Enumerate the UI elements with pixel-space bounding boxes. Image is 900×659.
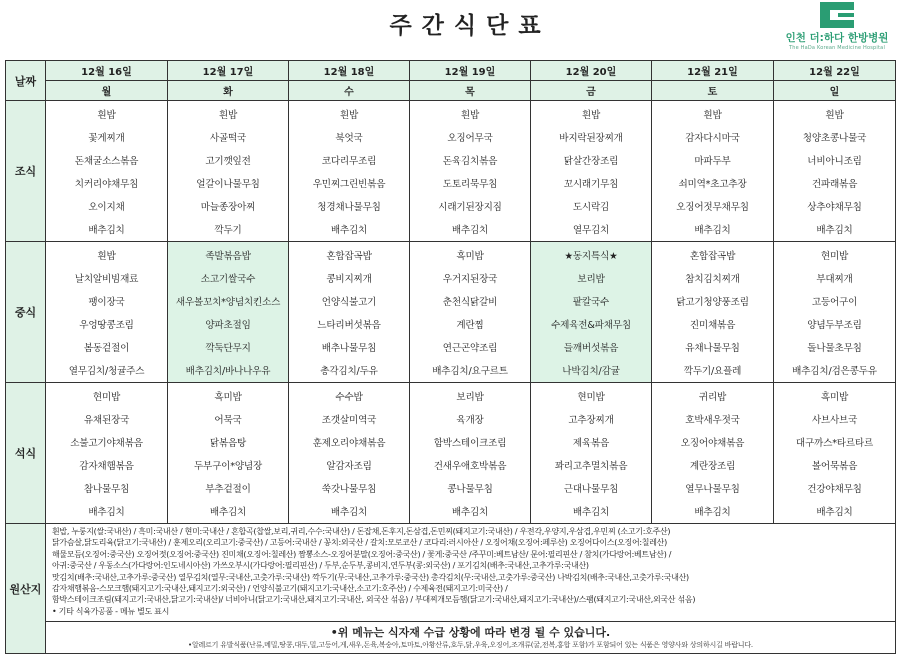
menu-item: 흰밥: [825, 110, 844, 121]
menu-item: 쇠미역*초고추장: [678, 179, 747, 190]
menu-item: 흑미밥: [456, 251, 484, 262]
menu-item: ★동지특식★: [564, 251, 618, 262]
lunch-cell: [652, 242, 774, 383]
menu-item: 언양식불고기: [321, 297, 377, 308]
day-weekday: 월: [46, 81, 168, 101]
menu-item: 마늘종장아찌: [200, 202, 256, 213]
dinner-cell: [289, 383, 410, 524]
menu-item: 콩나물무침: [447, 484, 493, 495]
menu-item: 배추김치: [88, 507, 125, 518]
menu-item: 배추김치: [451, 507, 489, 518]
menu-item: 흑미밥: [820, 392, 849, 403]
menu-item: 부대찌개: [816, 274, 853, 285]
menu-item: 들깨버섯볶음: [563, 343, 619, 354]
menu-item: 흰밥: [97, 251, 116, 262]
menu-item: 감자채햄볶음: [79, 461, 134, 472]
menu-item: 도토리묵무침: [442, 179, 498, 190]
title-area: [0, 6, 900, 48]
menu-item: 오이지채: [88, 202, 125, 213]
dinner-cell: [168, 383, 289, 524]
menu-item: 배추김치: [88, 225, 125, 236]
menu-item: 함박스테이크조림: [433, 438, 507, 449]
menu-item: 닭고기청양풍조림: [676, 297, 749, 308]
menu-item: 쑥갓나물무침: [321, 484, 377, 495]
menu-item: 배추김치: [330, 507, 368, 518]
date-row: [6, 61, 896, 81]
menu-item: 건파래볶음: [811, 179, 858, 190]
menu-item: 나박김치/감귤: [562, 366, 620, 377]
origin-line: 맛김치(배추:국내산,고추가루:중국산) 열무김치(열무:국내산,고춧가루:국내산) 깍두기(무:국내산,고추가루:중국산) 총각김치(무:국내산,고춧가루:중국산) 나박김치(배추:국내산,고춧가루:국내산): [52, 572, 689, 582]
origin-line: 함박스테이크조림(돼지고기:국내산,닭고기:국내산)/ 너비아니(닭고기:국내산,돼지고기:국내산, 외국산 섞음) / 부대찌개모듬햄(닭고기:국내산,돼지고기:국내산)/스팸(돼지고기:국내산,외국산 섞음): [52, 595, 696, 605]
menu-item: 연근곤약조림: [442, 343, 498, 354]
menu-item: 배추김치: [330, 225, 368, 236]
menu-item: 소불고기야채볶음: [70, 438, 143, 449]
lunch-label: 중식: [6, 242, 46, 383]
menu-item: 흰밥: [581, 110, 601, 121]
menu-item: 흰밥: [218, 110, 238, 121]
menu-item: 현미밥: [92, 392, 121, 403]
menu-item: 족발볶음밥: [205, 251, 251, 262]
menu-item: 배추김치/바나나우유: [185, 366, 271, 377]
menu-item: 오징어무국: [447, 133, 493, 144]
dinner-row: [6, 383, 896, 524]
day-date: 12월 20일: [531, 61, 652, 81]
day-weekday: 일: [774, 81, 896, 101]
menu-item: 양념두부조림: [807, 320, 862, 331]
origin-line: 아귀:중국산 / 우동소스(가다랑어:인도네시아산) 가쓰오부시(가다랑어:필리핀산) / 두부,순두부,콩비지,연두부(콩:외국산) / 포기김치(배추:국내산,고추가루:국내산): [52, 561, 589, 571]
menu-item: 바지락된장찌개: [559, 133, 623, 144]
dinner-cell: [774, 383, 896, 524]
menu-item: 훈제오리야채볶음: [312, 438, 386, 449]
weekday-row: [6, 81, 896, 101]
menu-item: 배추김치: [572, 507, 610, 518]
menu-item: 닭살간장조림: [563, 156, 619, 167]
notice-row: [6, 622, 896, 654]
menu-item: 돌나물초무침: [807, 343, 862, 354]
menu-item: 배추김치: [816, 507, 853, 518]
menu-item: 수제육전&파채무침: [551, 320, 631, 331]
menu-item: 어묵국: [214, 415, 242, 426]
menu-item: 북엇국: [335, 133, 363, 144]
menu-item: 볼어묵볶음: [811, 461, 858, 472]
origin-line: 감자채햄볶음-스모크햄(돼지고기:국내산,돼지고기:외국산) / 언양식불고기(돼지고기:국내산,소고기:호주산) / 수제육전(돼지고기:미국산) /: [52, 584, 508, 594]
menu-item: 참나물무침: [83, 484, 130, 495]
menu-item: 우민찌그린빈볶음: [312, 179, 386, 190]
menu-item: 근대나물무침: [563, 484, 619, 495]
menu-item: 흰밥: [339, 110, 359, 121]
menu-item: 대구까스*타르타르: [795, 438, 874, 449]
breakfast-cell: [774, 101, 896, 242]
menu-item: 현미밥: [577, 392, 605, 403]
menu-item: 호박새우젓국: [685, 415, 740, 426]
menu-item: 참치김치찌개: [685, 274, 740, 285]
lunch-row: [6, 242, 896, 383]
menu-item: 너비아니조림: [807, 156, 862, 167]
menu-item: 고기깻잎전: [205, 156, 251, 167]
logo-mark-icon: [820, 2, 854, 28]
menu-item: 알감자조림: [326, 461, 372, 472]
menu-item: 건새우애호박볶음: [433, 461, 507, 472]
menu-item: 꽈리고추멸치볶음: [554, 461, 628, 472]
menu-item: 청경채나물무침: [317, 202, 381, 213]
menu-item: 꽃게찌개: [88, 133, 125, 144]
breakfast-cell: [168, 101, 289, 242]
menu-item: 마파두부: [694, 156, 731, 167]
menu-item: 얼갈이나물무침: [196, 179, 260, 190]
menu-item: 고추장찌개: [568, 415, 614, 426]
breakfast-cell: [410, 101, 531, 242]
menu-item: 육개장: [456, 415, 484, 426]
dinner-label: 석식: [6, 383, 46, 524]
menu-item: 꼬시래기무침: [563, 179, 619, 190]
day-weekday: 화: [168, 81, 289, 101]
menu-item: 배추김치: [694, 507, 731, 518]
origin-line: 해물모듬(오징어:중국산) 오징어젓(오징어:중국산) 진미채(오징어:칠레산) 짬뽕소스-오징어분말(오징어:중국산) / 꽃게:중국산 /주꾸미:베트남산/ 문어:필리핀산 / 참치(가다랑어:베트남산) /: [52, 549, 672, 559]
menu-item: 흰밥: [460, 110, 480, 121]
menu-item: 깍두기/요플레: [683, 366, 742, 377]
menu-item: 수수밥: [335, 392, 363, 403]
hospital-logo: [777, 2, 897, 62]
menu-item: 춘천식닭갈비: [442, 297, 498, 308]
day-weekday: 금: [531, 81, 652, 101]
menu-item: 도시락김: [572, 202, 610, 213]
menu-item: 건강야채무침: [807, 484, 862, 495]
menu-item: 흰밥: [703, 110, 722, 121]
origin-label: 원산지: [6, 524, 46, 654]
menu-item: 사골떡국: [209, 133, 247, 144]
menu-item: 총각김치/두유: [320, 366, 378, 377]
menu-item: 날치알비빔재료: [74, 274, 139, 285]
menu-item: 계란장조림: [689, 461, 736, 472]
menu-item: 오징어야채볶음: [680, 438, 745, 449]
day-date: 12월 22일: [774, 61, 896, 81]
day-weekday: 토: [652, 81, 774, 101]
menu-item: 배추나물무침: [321, 343, 377, 354]
menu-item: 배추김치/검은콩두유: [792, 366, 877, 377]
menu-item: 우엉땅콩조림: [79, 320, 134, 331]
menu-item: 흰밥: [97, 110, 116, 121]
logo-name: 인천 더:하다 한방병원: [785, 32, 889, 44]
menu-item: 부추겉절이: [205, 484, 251, 495]
dinner-cell: [531, 383, 652, 524]
lunch-cell: [168, 242, 289, 383]
day-date: 12월 21일: [652, 61, 774, 81]
menu-item: 치커리야채무침: [74, 179, 139, 190]
menu-item: 보리밥: [456, 392, 484, 403]
breakfast-cell: [531, 101, 652, 242]
menu-item: 열무김치/청귤주스: [68, 366, 145, 377]
menu-item: 열무김치: [572, 225, 610, 236]
menu-item: 소고기쌀국수: [200, 274, 256, 285]
menu-item: 배추김치: [694, 225, 731, 236]
origin-line: • 기타 식육가공품 - 메뉴 별도 표시: [52, 606, 170, 616]
menu-item: 배추김치: [209, 507, 247, 518]
menu-item: 청양초콩나물국: [802, 133, 867, 144]
menu-item: 두부구이*양념장: [193, 461, 263, 472]
menu-item: 느타리버섯볶음: [317, 320, 381, 331]
dinner-cell: [46, 383, 168, 524]
menu-item: 유채나물무침: [685, 343, 740, 354]
dinner-cell: [652, 383, 774, 524]
lunch-cell: [46, 242, 168, 383]
menu-item: 진미채볶음: [689, 320, 736, 331]
menu-item: 팽이장국: [88, 297, 125, 308]
day-weekday: 수: [289, 81, 410, 101]
breakfast-cell: [46, 101, 168, 242]
day-date: 12월 19일: [410, 61, 531, 81]
menu-item: 깍둑단무지: [205, 343, 251, 354]
menu-item: 닭볶음탕: [209, 438, 247, 449]
menu-item: 계란찜: [456, 320, 484, 331]
breakfast-label: 조식: [6, 101, 46, 242]
breakfast-cell: [652, 101, 774, 242]
menu-item: 현미밥: [820, 251, 849, 262]
day-date: 12월 18일: [289, 61, 410, 81]
menu-item: 사브사브국: [811, 415, 858, 426]
logo-subtitle: The HaDa Korean Medicine Hospital: [788, 45, 886, 51]
menu-item: 배추김치: [451, 225, 489, 236]
day-date: 12월 17일: [168, 61, 289, 81]
menu-item: 시래기된장지짐: [438, 202, 502, 213]
origin-row: [6, 524, 896, 622]
menu-item: 열무나물무침: [685, 484, 740, 495]
notice: [46, 622, 896, 654]
menu-item: 오징어젓무채무침: [676, 202, 749, 213]
breakfast-cell: [289, 101, 410, 242]
menu-item: 팥칼국수: [572, 297, 610, 308]
date-label: 날짜: [6, 61, 46, 101]
origin-info: [46, 524, 896, 622]
notice-allergy: •알레르기 유발식품(난류,메밀,땅콩,대두,밀,고등어,게,새우,돈육,복숭아,토마토,아황산류,호두,닭,우육,오징어,조개류(굴,전복,홍합 포함)가 포함되어 있는 식품은 영양사와 상의하시길 바랍니다.: [188, 640, 753, 649]
origin-line: 닭가슴살,닭도리육(닭고기:국내산) / 훈제오리(오리고기:중국산) / 고등어:국내산 / 꽁치:외국산 / 갈치:모로코산 / 코다리:러시아산 / 오징어채(오징어:페루산) 오징어다이스(오징어:칠레산): [52, 538, 667, 548]
page-title: 주간식단표: [389, 13, 551, 39]
lunch-cell: [289, 242, 410, 383]
day-date: 12월 16일: [46, 61, 168, 81]
lunch-cell: [410, 242, 531, 383]
menu-table: [5, 60, 896, 654]
menu-item: 배추김치/요구르트: [432, 366, 508, 377]
menu-item: 배추김치: [816, 225, 853, 236]
menu-item: 코다리무조림: [321, 156, 377, 167]
origin-line: 흰밥, 누룽지(쌀:국내산) / 흑미:국내산 / 현미:국내산 / 혼합곡(찹쌀,보리,귀리,수수:국내산) / 돈잡채,돈후지,돈삼겹,돈민찌(돼지고기:국내산) / 우전각,우양지,우삼겹,우민찌 (소고기:호주산): [52, 527, 671, 536]
menu-item: 감자다시마국: [685, 133, 740, 144]
menu-item: 봄동겉절이: [83, 343, 130, 354]
menu-item: 콩비지찌개: [326, 274, 372, 285]
menu-item: 유채된장국: [83, 415, 130, 426]
menu-item: 고등어구이: [811, 297, 858, 308]
menu-item: 깍두기: [214, 225, 242, 236]
notice-main: •위 메뉴는 식자재 수급 상황에 따라 변경 될 수 있습니다.: [330, 625, 611, 639]
lunch-cell: [774, 242, 896, 383]
menu-item: 우거지된장국: [442, 274, 498, 285]
menu-item: 조갯살미역국: [321, 415, 377, 426]
menu-item: 양파초절임: [205, 320, 251, 331]
menu-item: 혼합잡곡밥: [689, 251, 736, 262]
day-weekday: 목: [410, 81, 531, 101]
breakfast-row: [6, 101, 896, 242]
menu-item: 귀리밥: [698, 392, 727, 403]
menu-item: 흑미밥: [214, 392, 242, 403]
lunch-cell: [531, 242, 652, 383]
menu-item: 새우볼꼬치*양념치킨소스: [175, 297, 281, 308]
menu-item: 돈육김치볶음: [442, 156, 498, 167]
menu-item: 상추야채무침: [807, 202, 862, 213]
menu-item: 제육볶음: [572, 438, 610, 449]
menu-item: 돈채굴소스볶음: [74, 156, 139, 167]
menu-item: 혼합잡곡밥: [326, 251, 372, 262]
dinner-cell: [410, 383, 531, 524]
menu-item: 보리밥: [577, 274, 605, 285]
